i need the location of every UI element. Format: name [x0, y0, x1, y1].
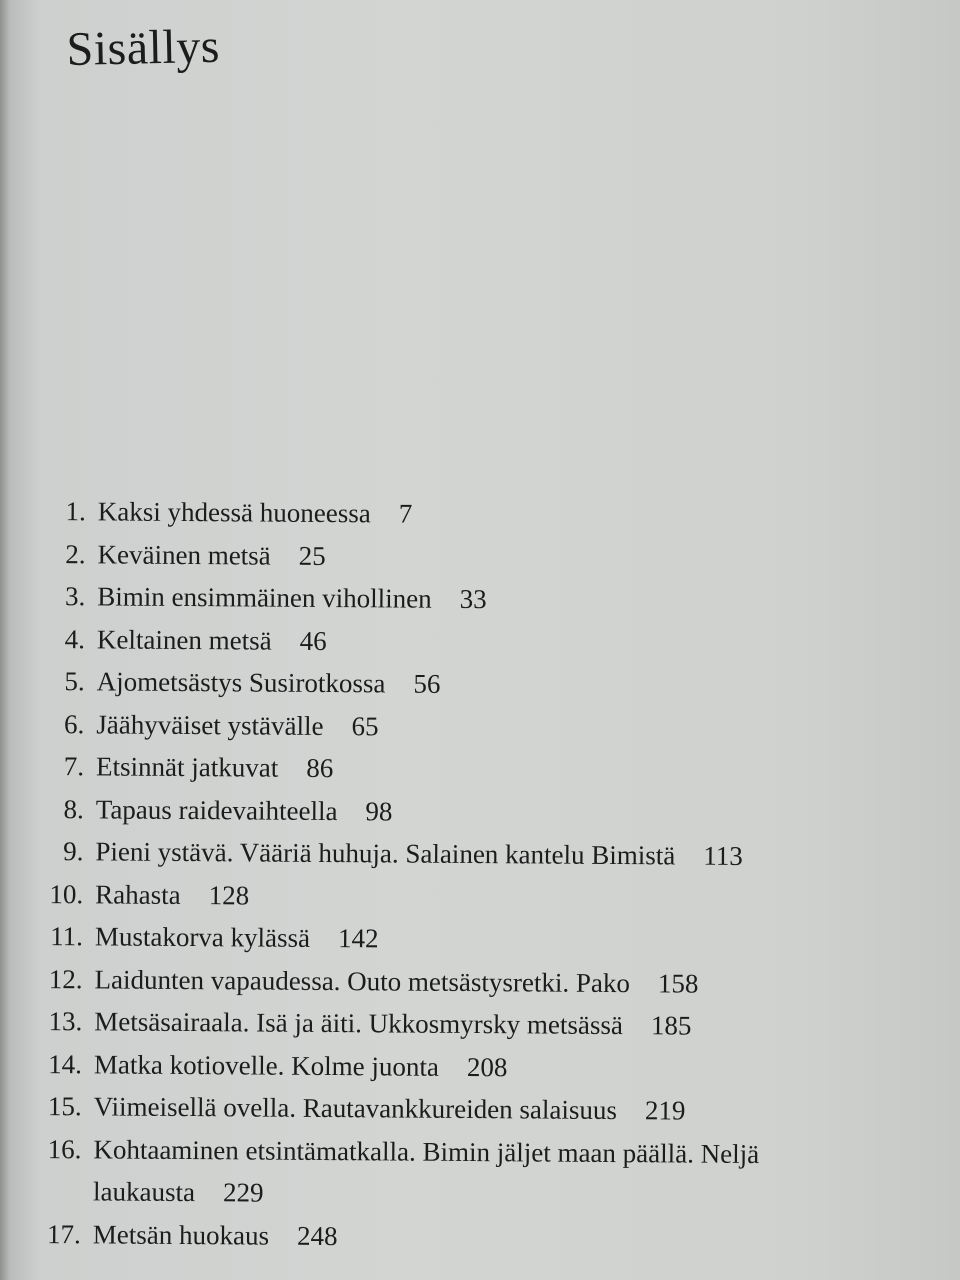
- chapter-title-line: [94, 958, 876, 1006]
- chapter-number: 14.: [48, 1048, 83, 1079]
- page-number: 46: [299, 625, 327, 656]
- page-number: 142: [337, 923, 379, 954]
- chapter-title: Pieni ystävä. Vääriä huhuja. Salainen kantelu Bimistä: [95, 836, 676, 871]
- page-number: 86: [306, 752, 334, 784]
- chapter-title-line: [98, 490, 880, 538]
- page-number: 219: [644, 1095, 686, 1126]
- chapter-number: 2.: [65, 538, 86, 569]
- page-number: 185: [650, 1010, 692, 1041]
- page-number: 229: [222, 1177, 264, 1208]
- chapter-title-line: [95, 873, 877, 921]
- page-number: 98: [365, 795, 393, 826]
- chapter-title-line: [96, 745, 878, 793]
- toc-entry: [37, 872, 877, 920]
- chapter-number: 8.: [63, 793, 84, 824]
- chapter-title-line: [96, 703, 878, 751]
- toc-entry: [39, 660, 879, 708]
- toc-entry: [39, 575, 879, 623]
- page-number: 248: [296, 1220, 338, 1251]
- chapter-title-line: [94, 1085, 876, 1133]
- chapter-title: Keväinen metsä: [97, 538, 271, 571]
- toc-entry: [38, 787, 878, 835]
- toc-entry: [39, 532, 879, 580]
- toc-entry: [36, 957, 876, 1005]
- chapter-title: Laidunten vapaudessa. Outo metsästysretki. Pako: [94, 963, 631, 998]
- chapter-number: 15.: [47, 1091, 82, 1122]
- chapter-number: 9.: [63, 836, 84, 867]
- chapter-title-line: [94, 1043, 876, 1091]
- chapter-number: 3.: [64, 581, 86, 612]
- chapter-title-line: [97, 618, 879, 666]
- chapter-number: 7.: [63, 751, 85, 782]
- chapter-number: 4.: [64, 623, 86, 654]
- chapter-title: Viimeisellä ovella. Rautavankkureiden salaisuus: [93, 1091, 618, 1126]
- chapter-title: Metsän huokaus: [92, 1218, 270, 1251]
- chapter-number: 13.: [48, 1006, 83, 1037]
- chapter-title-line: [93, 1128, 876, 1218]
- chapter-title: Kohtaaminen etsintämatkalla. Bimin jäljet maan päällä. Neljä laukausta: [93, 1133, 760, 1208]
- chapter-number: 10.: [49, 878, 84, 909]
- chapter-number: 17.: [46, 1218, 81, 1249]
- chapter-number: 12.: [48, 963, 83, 994]
- chapter-title: Mustakorva kylässä: [94, 921, 311, 953]
- chapter-number: 1.: [65, 496, 86, 527]
- page-number: 65: [351, 710, 379, 741]
- toc-entry: [37, 830, 877, 878]
- page-number: 7: [398, 498, 413, 529]
- chapter-title-line: [97, 533, 879, 581]
- chapter-number: 6.: [64, 708, 85, 739]
- toc-entry: [36, 1085, 876, 1133]
- toc-entry: [37, 915, 877, 963]
- toc-entry: [38, 745, 878, 793]
- chapter-title-line: [96, 788, 878, 836]
- chapter-title-line: [93, 1213, 875, 1261]
- chapter-title-line: [97, 660, 879, 708]
- page-title: Sisällys: [66, 19, 221, 76]
- chapter-number: 11.: [50, 921, 83, 952]
- page-number: 208: [466, 1051, 508, 1082]
- chapter-title-line: [97, 575, 879, 623]
- chapter-title: Bimin ensimmäinen vihollinen: [97, 581, 432, 614]
- chapter-title: Rahasta: [95, 878, 181, 910]
- toc-entry: [36, 1042, 876, 1090]
- page-number: 158: [657, 967, 699, 999]
- page-number: 33: [459, 583, 487, 615]
- page-number: 128: [208, 879, 250, 910]
- page-number: 25: [298, 540, 326, 571]
- toc-entry: [39, 617, 879, 665]
- chapter-title: Tapaus raidevaihteella: [95, 793, 338, 826]
- chapter-number: 5.: [64, 666, 85, 697]
- chapter-title-line: [94, 1000, 876, 1048]
- chapter-title: Metsäsairaala. Isä ja äiti. Ukkosmyrsky metsässä: [94, 1006, 623, 1041]
- page-number: 56: [413, 668, 441, 699]
- chapter-title: Matka kotiovelle. Kolme juonta: [93, 1048, 440, 1082]
- chapter-title-line: [95, 830, 877, 878]
- page-number: 113: [703, 840, 743, 871]
- toc-entry: [40, 490, 880, 538]
- toc-entry: [35, 1212, 875, 1260]
- chapter-number: 16.: [47, 1133, 82, 1164]
- toc-entry: [35, 1127, 876, 1218]
- chapter-title: Etsinnät jatkuvat: [95, 751, 279, 783]
- chapter-title: Ajometsästys Susirotkossa: [96, 666, 386, 699]
- chapter-title: Jäähyväiset ystävälle: [96, 708, 324, 741]
- chapter-title: Keltainen metsä: [96, 623, 272, 656]
- chapter-title-line: [95, 915, 877, 963]
- chapter-title: Kaksi yhdessä huoneessa: [97, 496, 371, 529]
- table-of-contents: [35, 490, 880, 1261]
- toc-entry: [38, 702, 878, 750]
- toc-entry: [36, 1000, 876, 1048]
